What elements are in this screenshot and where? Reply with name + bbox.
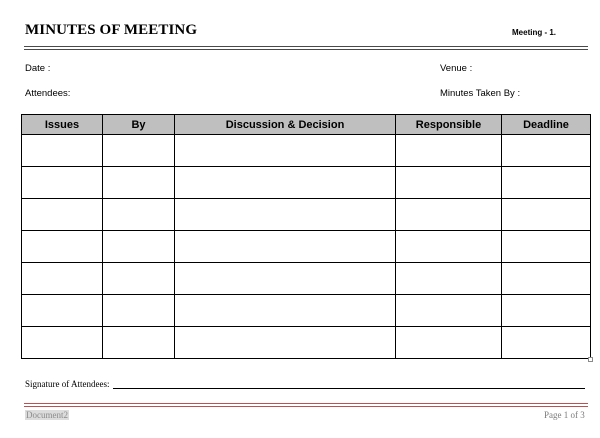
table-row <box>22 327 591 359</box>
column-header-by: By <box>103 115 175 135</box>
table-cell[interactable] <box>396 199 502 231</box>
table-cell[interactable] <box>175 263 396 295</box>
date-label: Date : <box>25 63 51 74</box>
table-cell[interactable] <box>103 167 175 199</box>
table-cell[interactable] <box>103 135 175 167</box>
column-header-discussion: Discussion & Decision <box>175 115 396 135</box>
table-cell[interactable] <box>175 135 396 167</box>
meeting-number: Meeting - 1. <box>512 28 557 37</box>
table-cell[interactable] <box>502 263 591 295</box>
table-cell[interactable] <box>502 135 591 167</box>
table-cell[interactable] <box>22 231 103 263</box>
header-rule-top <box>24 46 588 47</box>
table-cell[interactable] <box>103 263 175 295</box>
attendees-label: Attendees: <box>25 88 71 99</box>
table-cell[interactable] <box>103 327 175 359</box>
table-cell[interactable] <box>396 167 502 199</box>
table-cell[interactable] <box>502 167 591 199</box>
document-name: Document2 <box>26 410 68 420</box>
table-cell[interactable] <box>22 327 103 359</box>
minutes-table <box>21 114 591 359</box>
signature-label: Signature of Attendees: <box>25 379 110 389</box>
table-cell[interactable] <box>103 231 175 263</box>
table-cell[interactable] <box>175 199 396 231</box>
column-header-deadline: Deadline <box>502 115 591 135</box>
table-cell[interactable] <box>22 167 103 199</box>
table-cell[interactable] <box>502 327 591 359</box>
footer-rule-bottom <box>24 406 588 407</box>
table-cell[interactable] <box>22 295 103 327</box>
table-cell[interactable] <box>502 231 591 263</box>
footer-rule-top <box>24 403 588 404</box>
table-row <box>22 167 591 199</box>
table-header-row <box>22 115 591 135</box>
table-row <box>22 295 591 327</box>
table-cell[interactable] <box>175 231 396 263</box>
table-cell[interactable] <box>175 327 396 359</box>
table-row <box>22 135 591 167</box>
table-resize-handle[interactable] <box>588 357 593 362</box>
table-cell[interactable] <box>396 327 502 359</box>
table-cell[interactable] <box>22 199 103 231</box>
header-rule-bottom <box>24 49 588 50</box>
venue-label: Venue : <box>440 63 473 74</box>
column-header-issues: Issues <box>22 115 103 135</box>
minutes-taken-by-label: Minutes Taken By : <box>440 88 521 99</box>
table-cell[interactable] <box>502 295 591 327</box>
table-cell[interactable] <box>175 295 396 327</box>
table-cell[interactable] <box>396 231 502 263</box>
table-cell[interactable] <box>396 295 502 327</box>
table-row <box>22 199 591 231</box>
table-cell[interactable] <box>103 295 175 327</box>
table-cell[interactable] <box>103 199 175 231</box>
table-row <box>22 231 591 263</box>
table-cell[interactable] <box>396 263 502 295</box>
table-body <box>22 135 591 359</box>
table-cell[interactable] <box>396 135 502 167</box>
table-cell[interactable] <box>22 263 103 295</box>
table-cell[interactable] <box>175 167 396 199</box>
table-row <box>22 263 591 295</box>
signature-line <box>113 388 585 389</box>
column-header-responsible: Responsible <box>396 115 502 135</box>
table-cell[interactable] <box>22 135 103 167</box>
page-title: MINUTES OF MEETING <box>25 22 198 38</box>
table-cell[interactable] <box>502 199 591 231</box>
page-indicator: Page 1 of 3 <box>544 410 585 420</box>
